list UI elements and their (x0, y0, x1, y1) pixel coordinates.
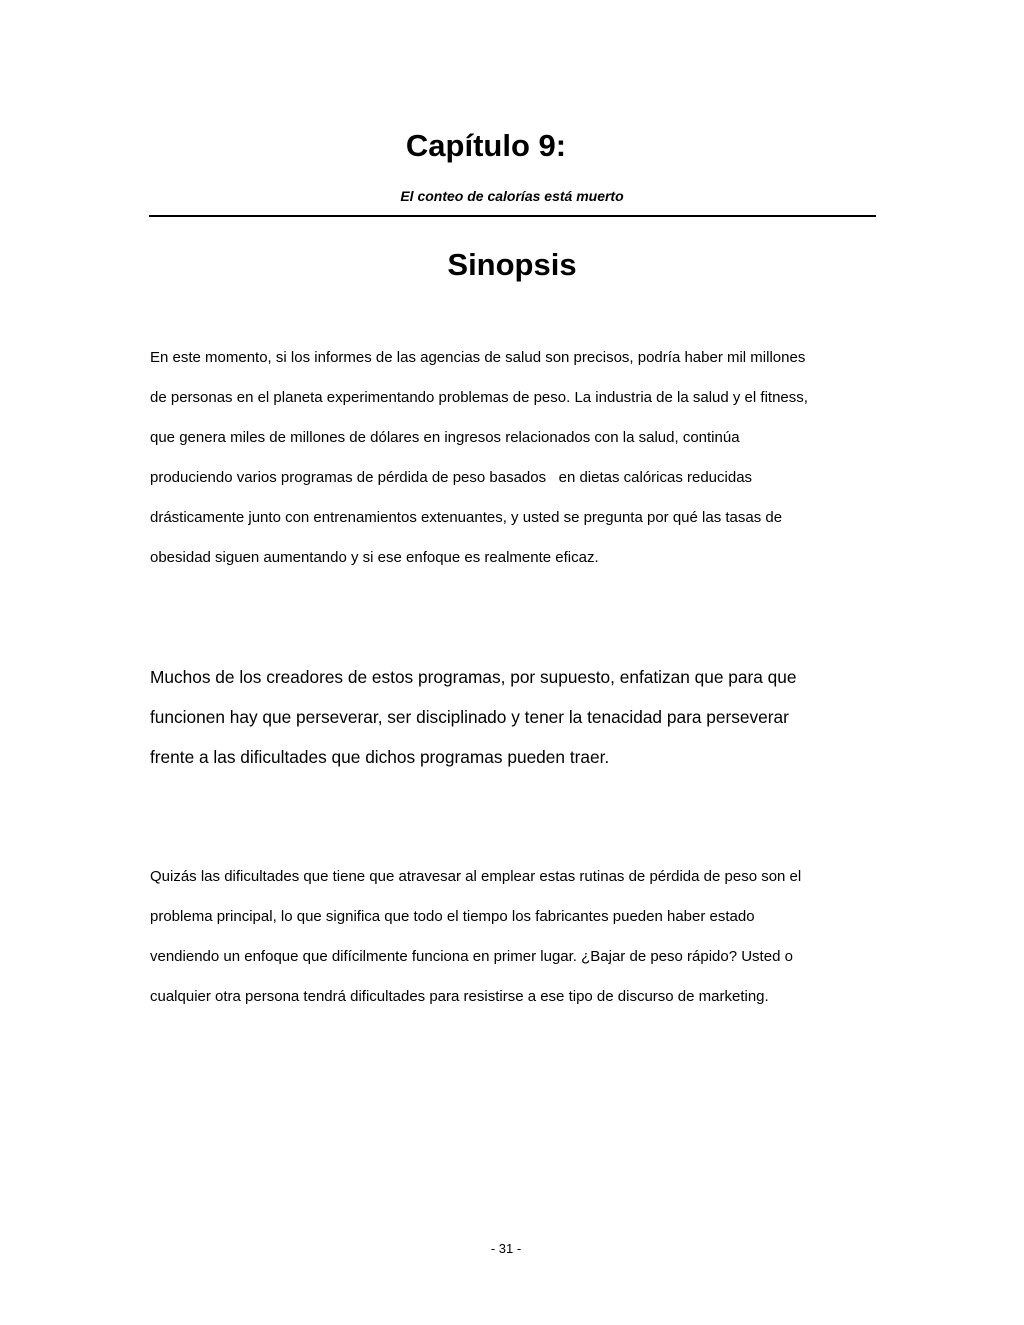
horizontal-rule (149, 215, 876, 217)
paragraph-line: problema principal, lo que significa que todo el tiempo los fabricantes pueden haber estado (150, 908, 755, 925)
paragraph-line: que genera miles de millones de dólares en ingresos relacionados con la salud, continúa (150, 429, 740, 446)
chapter-subtitle: El conteo de calorías está muerto (400, 188, 624, 204)
paragraph-line: vendiendo un enfoque que difícilmente funciona en primer lugar. ¿Bajar de peso rápido? Usted o (150, 948, 793, 965)
paragraph-line: de personas en el planeta experimentando problemas de peso. La industria de la salud y el fitness, (150, 389, 808, 406)
paragraph-line: obesidad siguen aumentando y si ese enfoque es realmente eficaz. (150, 549, 599, 566)
chapter-title-text: Capítulo 9: (405, 128, 567, 163)
paragraph-line: frente a las dificultades que dichos programas pueden traer. (150, 747, 610, 767)
paragraph-1 (150, 338, 880, 578)
paragraph-2 (150, 657, 880, 777)
section-title: Sinopsis (447, 247, 577, 282)
paragraph-line: funcionen hay que perseverar, ser disciplinado y tener la tenacidad para perseverar (150, 707, 789, 727)
paragraph-line: En este momento, si los informes de las agencias de salud son precisos, podría haber mil millones (150, 349, 806, 366)
paragraph-line: cualquier otra persona tendrá dificultades para resistirse a ese tipo de discurso de marketing. (150, 988, 769, 1005)
chapter-title (150, 126, 874, 166)
paragraph-line: Quizás las dificultades que tiene que atravesar al emplear estas rutinas de pérdida de peso son el (150, 868, 802, 885)
paragraph-3 (150, 857, 880, 1017)
paragraph-line: produciendo varios programas de pérdida de peso basados en dietas calóricas reducidas (150, 469, 753, 486)
paragraph-line: Muchos de los creadores de estos programas, por supuesto, enfatizan que para que (150, 667, 797, 687)
paragraph-line: drásticamente junto con entrenamientos extenuantes, y usted se pregunta por qué las tasas de (150, 509, 783, 526)
page-number: - 31 - (490, 1241, 522, 1256)
